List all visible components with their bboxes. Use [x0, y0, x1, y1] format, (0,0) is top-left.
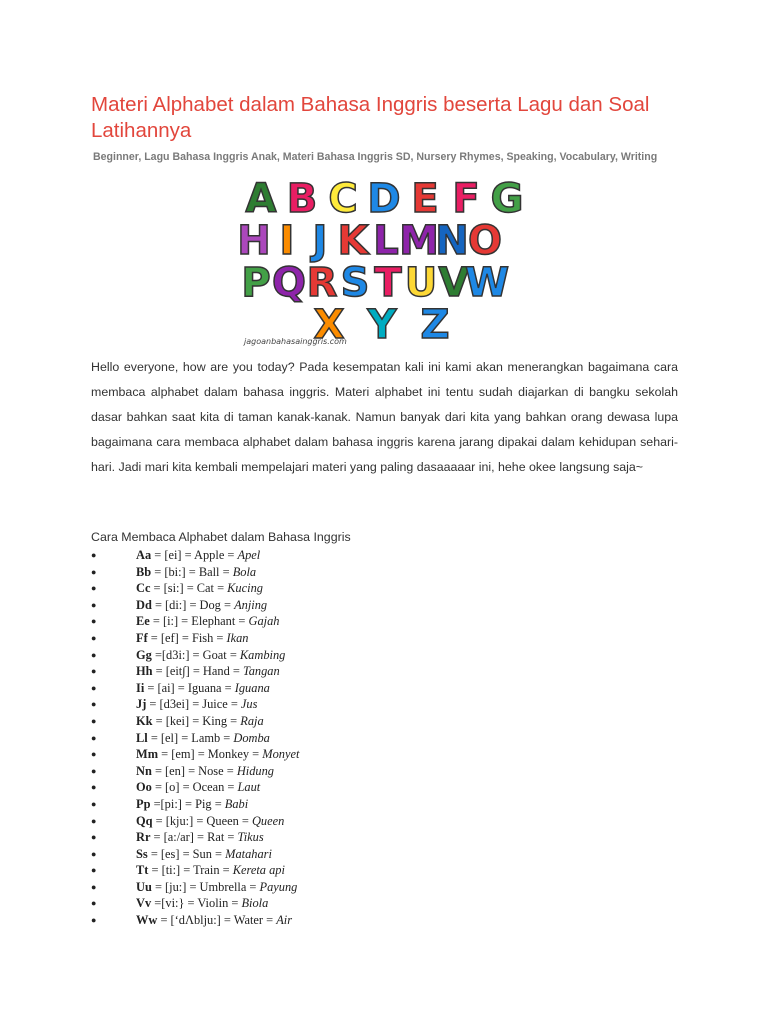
item-letter: Kk — [136, 713, 153, 728]
image-letter: F — [452, 176, 480, 222]
item-pronunciation: =[d3i:] = Goat = — [151, 647, 240, 662]
image-letter: N — [435, 218, 469, 264]
item-letter: Mm — [136, 747, 159, 762]
item-meaning: Biola — [241, 896, 269, 911]
image-letter: Q — [271, 260, 307, 306]
intro-paragraph: Hello everyone, how are you today? Pada kesempatan kali ini kami akan menerangkan bagaimana cara membaca alphabet dalam bahasa inggris. Materi alphabet ini tentu sudah diajarkan di bangku sekolah dasar bahkan saat kita di taman kanak-kanak. Namun banyak dari kita yang bahkan orang dewasa lupa bagaimana cara membaca alphabet dalam bahasa inggris karena jarang dipakai dalam kehidupan sehari-hari. Jadi mari kita kembali mempelajari materi yang paling dasaaaaar ini, hehe okee langsung saja~ — [91, 360, 678, 474]
item-letter: Pp — [136, 796, 151, 811]
item-meaning: Domba — [233, 730, 270, 745]
image-letter: V — [438, 260, 470, 306]
item-letter: Ii — [136, 680, 145, 695]
item-meaning: Kereta api — [232, 863, 285, 878]
item-pronunciation: = [em] = Monkey = — [158, 747, 263, 762]
bullet-icon: ● — [91, 616, 97, 627]
item-meaning: Babi — [224, 796, 249, 811]
bullet-icon: ● — [91, 782, 97, 793]
bullet-icon: ● — [91, 566, 97, 577]
article-tags[interactable]: Beginner, Lagu Bahasa Inggris Anak, Materi Bahasa Inggris SD, Nursery Rhymes, Speaking, Vocabulary, Writing — [93, 151, 658, 163]
image-letter: W — [464, 260, 510, 306]
bullet-icon: ● — [91, 550, 97, 560]
item-letter: Uu — [136, 879, 152, 894]
item-pronunciation: = [si:] = Cat = — [150, 581, 228, 596]
item-letter: Ss — [136, 846, 148, 861]
item-pronunciation: = [ef] = Fish = — [147, 630, 227, 645]
section-heading: Cara Membaca Alphabet dalam Bahasa Inggris — [91, 530, 351, 544]
image-letter: K — [337, 218, 369, 264]
list-item — [91, 663, 299, 680]
list-item — [91, 730, 299, 747]
image-letter: Y — [367, 302, 397, 348]
item-letter: Ww — [136, 913, 158, 928]
item-meaning: Hidung — [236, 763, 274, 778]
list-item — [91, 862, 299, 879]
item-pronunciation: =[vi:} = Violin = — [151, 896, 242, 911]
item-letter: Rr — [136, 830, 151, 845]
bullet-icon: ● — [91, 583, 97, 594]
list-item — [91, 613, 299, 630]
list-item — [91, 829, 299, 846]
item-meaning: Air — [276, 913, 293, 928]
item-letter: Vv — [136, 896, 152, 911]
bullet-icon: ● — [91, 749, 97, 760]
list-item — [91, 846, 299, 863]
list-item — [91, 895, 299, 912]
item-meaning: Matahari — [225, 846, 272, 861]
image-letter: S — [340, 260, 370, 306]
bullet-icon: ● — [91, 881, 97, 892]
image-letter: L — [373, 218, 399, 264]
image-letter: M — [399, 218, 439, 264]
item-letter: Hh — [136, 664, 153, 679]
item-letter: Tt — [136, 863, 149, 878]
list-item — [91, 746, 299, 763]
item-letter: Bb — [136, 564, 152, 579]
item-pronunciation: = [kju:] = Queen = — [152, 813, 252, 828]
item-letter: Ff — [136, 630, 148, 645]
item-pronunciation: = [eit∫] = Hand = — [152, 664, 243, 679]
bullet-icon: ● — [91, 832, 97, 843]
list-item — [91, 647, 299, 664]
item-letter: Cc — [136, 581, 151, 596]
image-letter: T — [374, 260, 402, 306]
item-meaning: Tangan — [242, 664, 280, 679]
image-caption: jagoanbahasainggris.com — [244, 337, 347, 346]
bullet-icon: ● — [91, 649, 97, 660]
bullet-icon: ● — [91, 865, 97, 876]
item-pronunciation: = [el] = Lamb = — [147, 730, 234, 745]
bullet-icon: ● — [91, 815, 97, 826]
item-meaning: Iguana — [234, 680, 270, 695]
list-item — [91, 763, 299, 780]
list-item — [91, 796, 299, 813]
bullet-icon: ● — [91, 632, 97, 643]
list-item — [91, 696, 299, 713]
item-meaning: Anjing — [234, 597, 268, 612]
item-meaning: Payung — [259, 879, 298, 894]
list-item — [91, 547, 299, 564]
image-letter: A — [245, 176, 277, 222]
item-pronunciation: = [d3ei] = Juice = — [146, 697, 241, 712]
bullet-icon: ● — [91, 682, 97, 693]
item-meaning: Kucing — [227, 581, 263, 596]
item-pronunciation: = [kei] = King = — [152, 713, 241, 728]
item-letter: Qq — [136, 813, 153, 828]
image-letter: B — [286, 176, 318, 222]
image-letter: X — [313, 302, 345, 348]
item-pronunciation: = [o] = Ocean = — [151, 780, 238, 795]
item-pronunciation: = [di:] = Dog = — [151, 597, 235, 612]
item-meaning: Jus — [240, 697, 258, 712]
item-pronunciation: = [ti:] = Train = — [148, 863, 233, 878]
item-meaning: Monyet — [262, 747, 300, 762]
bullet-icon: ● — [91, 798, 97, 809]
list-item — [91, 680, 299, 697]
list-item — [91, 879, 299, 896]
image-letter: J — [312, 218, 328, 264]
bullet-icon: ● — [91, 915, 97, 926]
image-letter: P — [241, 260, 271, 306]
item-meaning: Tikus — [237, 830, 264, 845]
item-letter: Dd — [136, 597, 152, 612]
item-pronunciation: = [i:] = Elephant = — [149, 614, 249, 629]
item-meaning: Gajah — [248, 614, 280, 629]
item-meaning: Kambing — [239, 647, 286, 662]
item-meaning: Laut — [237, 780, 261, 795]
item-letter: Nn — [136, 763, 152, 778]
list-item — [91, 564, 299, 581]
item-pronunciation: = [es] = Sun = — [147, 846, 226, 861]
list-item — [91, 779, 299, 796]
item-pronunciation: = [ei] = Apple = — [151, 548, 238, 562]
bullet-icon: ● — [91, 715, 97, 726]
item-letter: Ee — [136, 614, 150, 629]
bullet-icon: ● — [91, 666, 97, 677]
bullet-icon: ● — [91, 898, 97, 909]
item-pronunciation: = [bi:] = Ball = — [151, 564, 233, 579]
bullet-icon: ● — [91, 699, 97, 710]
list-item — [91, 597, 299, 614]
item-meaning: Queen — [251, 813, 285, 828]
image-letter: E — [411, 176, 439, 222]
image-letter: U — [404, 260, 438, 306]
item-pronunciation: = [‘dΛblju:] = Water = — [157, 913, 277, 928]
list-item — [91, 630, 299, 647]
item-letter: Aa — [136, 548, 152, 562]
list-item — [91, 713, 299, 730]
bullet-icon: ● — [91, 732, 97, 743]
item-letter: Jj — [136, 697, 147, 712]
item-pronunciation: = [a:/ar] = Rat = — [150, 830, 238, 845]
item-meaning: Ikan — [226, 630, 249, 645]
image-letter: C — [328, 176, 358, 222]
alphabet-image — [236, 174, 536, 348]
item-pronunciation: = [ju:] = Umbrella = — [151, 879, 260, 894]
image-letter: I — [279, 218, 295, 264]
image-letter: Z — [420, 302, 450, 348]
list-item — [91, 580, 299, 597]
item-pronunciation: =[pi:] = Pig = — [150, 796, 225, 811]
item-meaning: Raja — [240, 713, 264, 728]
item-letter: Oo — [136, 780, 152, 795]
image-letter: R — [306, 260, 338, 306]
item-pronunciation: = [en] = Nose = — [151, 763, 237, 778]
alphabet-list — [91, 547, 299, 929]
bullet-icon: ● — [91, 599, 97, 610]
list-item — [91, 813, 299, 830]
item-letter: Ll — [136, 730, 148, 745]
item-pronunciation: = [ai] = Iguana = — [144, 680, 235, 695]
image-letter: G — [490, 176, 524, 222]
image-letter: H — [237, 218, 271, 264]
item-letter: Gg — [136, 647, 152, 662]
article-title: Materi Alphabet dalam Bahasa Inggris beserta Lagu dan Soal Latihannya — [91, 93, 650, 142]
item-meaning: Apel — [237, 548, 261, 562]
image-letter: D — [367, 176, 401, 222]
image-letter: O — [467, 218, 503, 264]
bullet-icon: ● — [91, 848, 97, 859]
item-meaning: Bola — [232, 564, 257, 579]
bullet-icon: ● — [91, 765, 97, 776]
list-item — [91, 912, 299, 929]
